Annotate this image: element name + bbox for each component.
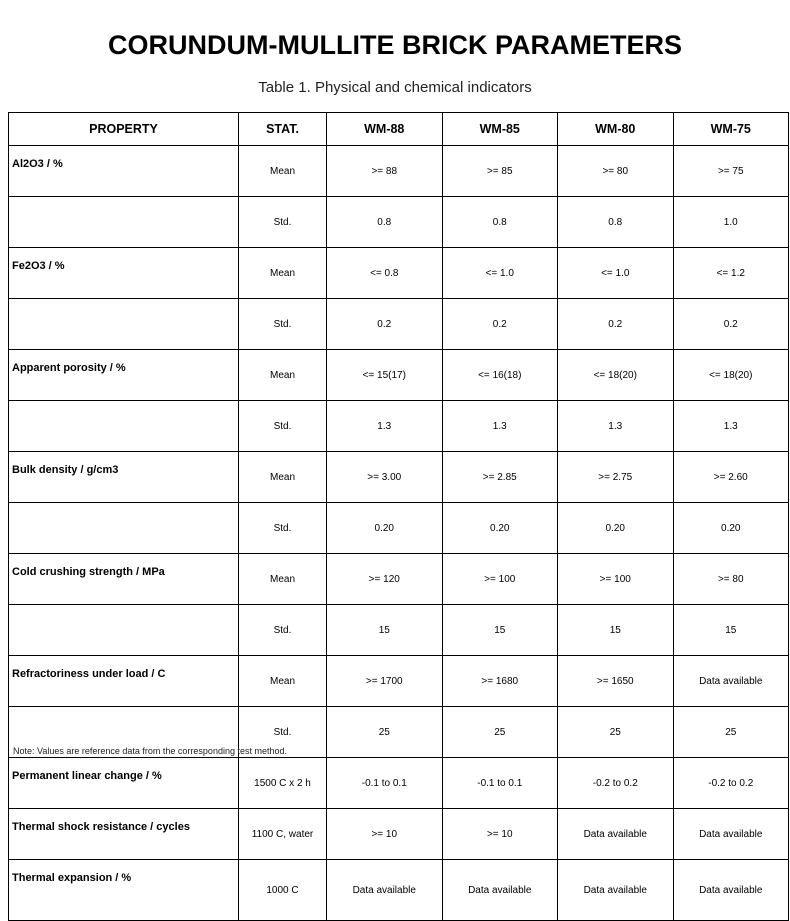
property-cell — [9, 605, 239, 656]
value-cell: >= 80 — [558, 146, 674, 197]
table-row — [9, 401, 789, 452]
value-cell: -0.2 to 0.2 — [673, 758, 789, 809]
value-cell: >= 1700 — [327, 656, 443, 707]
value-cell: >= 80 — [673, 554, 789, 605]
value-cell: Data available — [558, 809, 674, 860]
value-cell: -0.2 to 0.2 — [558, 758, 674, 809]
footnote: Note: Values are reference data from the corresponding test method. — [13, 746, 287, 756]
value-cell: 15 — [558, 605, 674, 656]
table-row — [9, 503, 789, 554]
value-cell: >= 88 — [327, 146, 443, 197]
value-cell: 15 — [673, 605, 789, 656]
value-cell: 0.8 — [327, 197, 443, 248]
value-cell: <= 1.0 — [558, 248, 674, 299]
table-row — [9, 299, 789, 350]
header-property: PROPERTY — [9, 113, 239, 146]
property-cell: Thermal shock resistance / cycles — [9, 809, 239, 860]
property-cell — [9, 503, 239, 554]
property-cell: Cold crushing strength / MPa — [9, 554, 239, 605]
value-cell: Data available — [673, 860, 789, 921]
header-wm-85: WM-85 — [442, 113, 558, 146]
value-cell: Data available — [327, 860, 443, 921]
property-cell — [9, 299, 239, 350]
value-cell: 1.3 — [327, 401, 443, 452]
stat-cell: Mean — [239, 350, 327, 401]
value-cell: <= 1.0 — [442, 248, 558, 299]
value-cell: <= 18(20) — [558, 350, 674, 401]
value-cell: <= 18(20) — [673, 350, 789, 401]
table-row — [9, 350, 789, 401]
value-cell: >= 85 — [442, 146, 558, 197]
property-cell: Permanent linear change / % — [9, 758, 239, 809]
value-cell: 25 — [673, 707, 789, 758]
value-cell: >= 10 — [442, 809, 558, 860]
value-cell: <= 16(18) — [442, 350, 558, 401]
value-cell: >= 2.85 — [442, 452, 558, 503]
table-row — [9, 605, 789, 656]
table-row — [9, 146, 789, 197]
value-cell: 0.2 — [673, 299, 789, 350]
header-wm-88: WM-88 — [327, 113, 443, 146]
value-cell: >= 1650 — [558, 656, 674, 707]
property-cell: Thermal expansion / % — [9, 860, 239, 921]
value-cell: >= 75 — [673, 146, 789, 197]
stat-cell: Std. — [239, 605, 327, 656]
value-cell: 0.20 — [558, 503, 674, 554]
property-cell: Al2O3 / % — [9, 146, 239, 197]
value-cell: 25 — [442, 707, 558, 758]
stat-cell: Mean — [239, 452, 327, 503]
table-caption: Table 1. Physical and chemical indicators — [258, 79, 532, 96]
value-cell: >= 2.75 — [558, 452, 674, 503]
table-row — [9, 656, 789, 707]
header-wm-75: WM-75 — [673, 113, 789, 146]
stat-cell: 1500 C x 2 h — [239, 758, 327, 809]
table-row — [9, 197, 789, 248]
value-cell: >= 3.00 — [327, 452, 443, 503]
stat-cell: Std. — [239, 299, 327, 350]
value-cell: -0.1 to 0.1 — [442, 758, 558, 809]
value-cell: 1.3 — [558, 401, 674, 452]
stat-cell: Std. — [239, 401, 327, 452]
stat-cell: Mean — [239, 248, 327, 299]
stat-cell: Mean — [239, 656, 327, 707]
value-cell: Data available — [673, 656, 789, 707]
value-cell: >= 1680 — [442, 656, 558, 707]
stat-cell: Mean — [239, 146, 327, 197]
parameters-table — [8, 112, 789, 921]
stat-cell: Std. — [239, 197, 327, 248]
stat-cell: 1100 C, water — [239, 809, 327, 860]
value-cell: 1.3 — [442, 401, 558, 452]
value-cell: <= 15(17) — [327, 350, 443, 401]
value-cell: >= 100 — [558, 554, 674, 605]
value-cell: -0.1 to 0.1 — [327, 758, 443, 809]
value-cell: Data available — [558, 860, 674, 921]
header-wm-80: WM-80 — [558, 113, 674, 146]
property-cell: Fe2O3 / % — [9, 248, 239, 299]
property-cell: Refractoriness under load / C — [9, 656, 239, 707]
table-row — [9, 248, 789, 299]
value-cell: 15 — [327, 605, 443, 656]
value-cell: <= 1.2 — [673, 248, 789, 299]
value-cell: Data available — [673, 809, 789, 860]
value-cell: 0.8 — [558, 197, 674, 248]
value-cell: 0.20 — [442, 503, 558, 554]
value-cell: 25 — [327, 707, 443, 758]
table-body — [9, 146, 789, 921]
stat-cell: 1000 C — [239, 860, 327, 921]
value-cell: 0.8 — [442, 197, 558, 248]
value-cell: 15 — [442, 605, 558, 656]
value-cell: >= 10 — [327, 809, 443, 860]
table-row — [9, 452, 789, 503]
table-row — [9, 554, 789, 605]
table-row — [9, 860, 789, 921]
table-header-row — [9, 113, 789, 146]
value-cell: >= 2.60 — [673, 452, 789, 503]
header-stat: STAT. — [239, 113, 327, 146]
stat-cell: Std. — [239, 503, 327, 554]
value-cell: 0.20 — [327, 503, 443, 554]
value-cell: 1.3 — [673, 401, 789, 452]
property-cell — [9, 197, 239, 248]
value-cell: >= 100 — [442, 554, 558, 605]
value-cell: 1.0 — [673, 197, 789, 248]
page-title: CORUNDUM-MULLITE BRICK PARAMETERS — [108, 30, 682, 60]
property-cell: Apparent porosity / % — [9, 350, 239, 401]
stat-cell: Mean — [239, 554, 327, 605]
value-cell: Data available — [442, 860, 558, 921]
value-cell: 0.2 — [442, 299, 558, 350]
table-row — [9, 809, 789, 860]
value-cell: >= 120 — [327, 554, 443, 605]
value-cell: 0.2 — [327, 299, 443, 350]
table-row — [9, 758, 789, 809]
value-cell: 0.2 — [558, 299, 674, 350]
value-cell: 25 — [558, 707, 674, 758]
stat-cell: Std. — [239, 707, 327, 758]
property-cell: Bulk density / g/cm3 — [9, 452, 239, 503]
property-cell — [9, 401, 239, 452]
value-cell: <= 0.8 — [327, 248, 443, 299]
value-cell: 0.20 — [673, 503, 789, 554]
